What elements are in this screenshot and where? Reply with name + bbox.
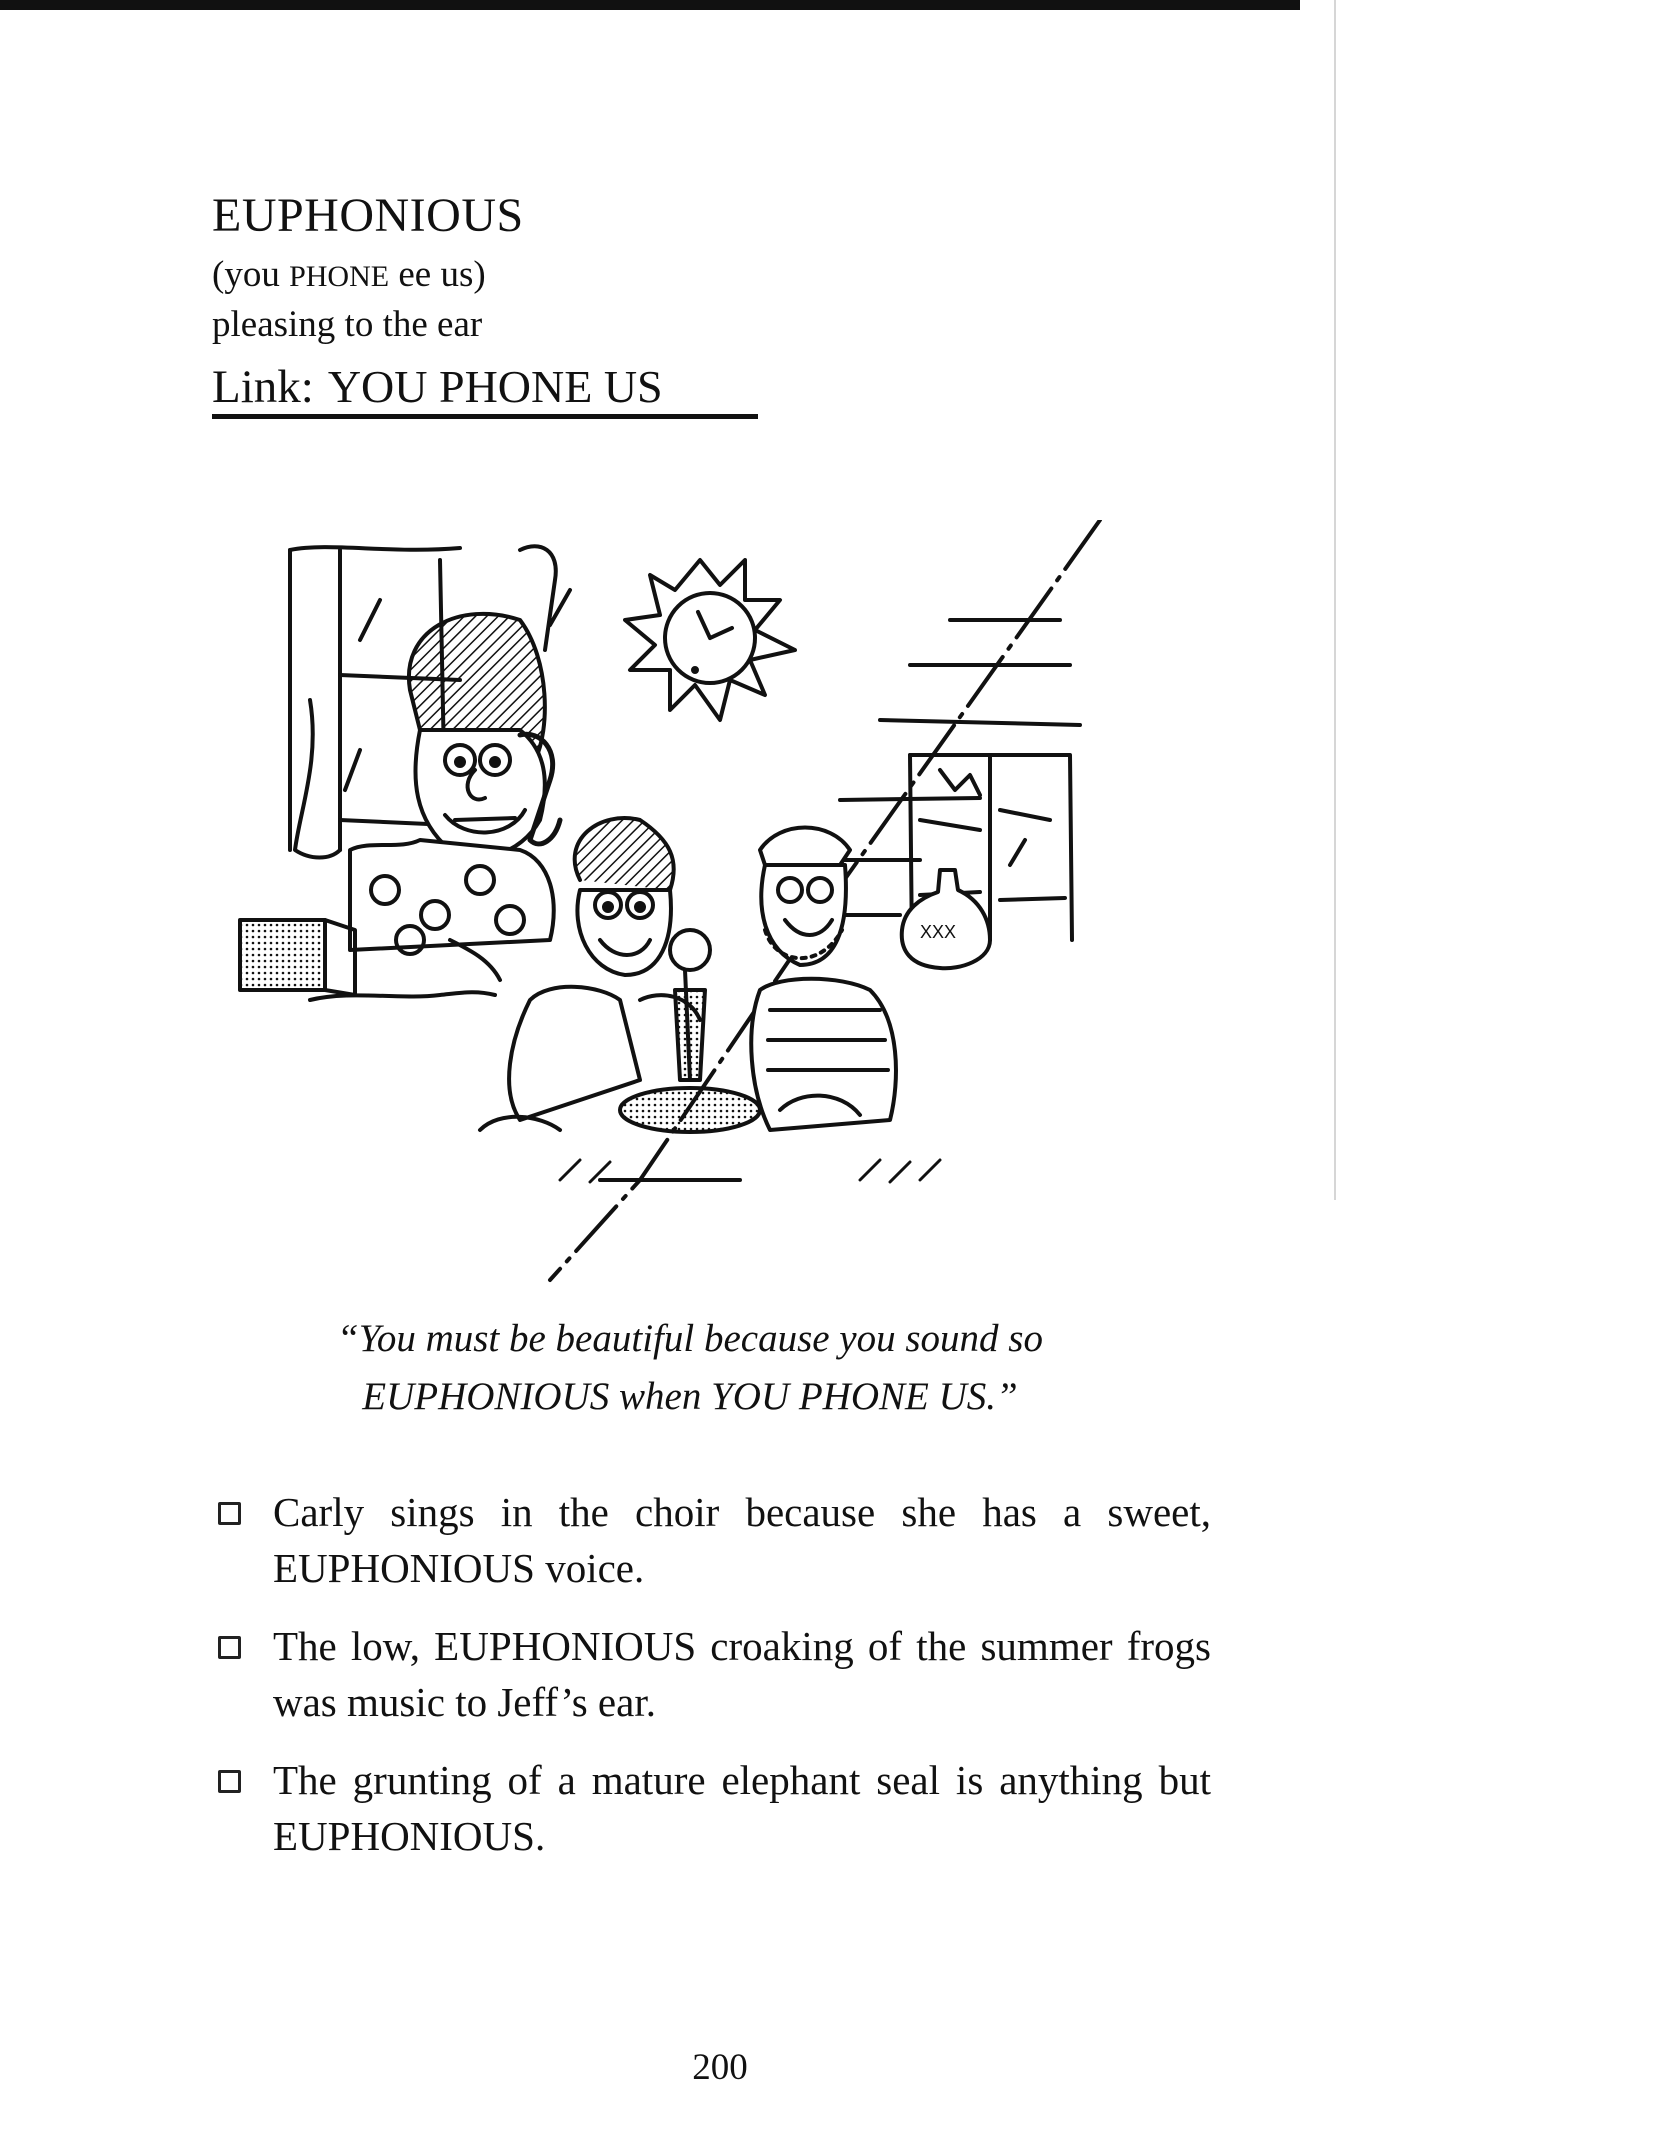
checkbox-icon[interactable]	[218, 1770, 241, 1793]
page-number: 200	[692, 2047, 748, 2088]
example-text: Carly sings in the choir because she has a sweet, EUPHONIOUS voice.	[273, 1489, 1211, 1591]
example-list	[218, 1484, 1228, 1886]
sun-clock	[625, 560, 795, 720]
checkbox-icon[interactable]	[218, 1636, 241, 1659]
definition: pleasing to the ear	[212, 304, 483, 345]
entry-word: EUPHONIOUS	[212, 189, 524, 242]
link-underline	[212, 414, 758, 419]
checkbox-icon[interactable]	[218, 1502, 241, 1525]
pronunciation	[212, 253, 486, 296]
page-edge-line	[1334, 0, 1336, 1200]
example-text: The low, EUPHONIOUS croaking of the summer frogs was music to Jeff’s ear.	[273, 1623, 1211, 1725]
top-border-rule	[0, 0, 1300, 10]
bearded-man	[751, 828, 896, 1131]
list-item	[218, 1484, 1228, 1596]
cartoon-caption	[230, 1310, 1150, 1426]
pronunciation-stress: PHONE	[289, 260, 390, 293]
xxx-jug	[902, 870, 990, 968]
list-item	[218, 1752, 1228, 1864]
pronunciation-open: (you	[212, 254, 290, 295]
caption-line-1: “You must be beautiful because you sound so	[337, 1317, 1043, 1360]
jug-label: XXX	[920, 922, 957, 942]
cartoon-illustration	[220, 520, 1240, 1300]
list-item	[218, 1618, 1228, 1730]
caption-line-2: EUPHONIOUS when YOU PHONE US.”	[362, 1375, 1018, 1418]
link-label: Link:	[212, 361, 314, 413]
link-value: YOU PHONE US	[327, 361, 663, 412]
example-text: The grunting of a mature elephant seal is anything but EUPHONIOUS.	[273, 1757, 1211, 1859]
pronunciation-close: ee us)	[389, 254, 486, 295]
link-line	[212, 360, 663, 414]
